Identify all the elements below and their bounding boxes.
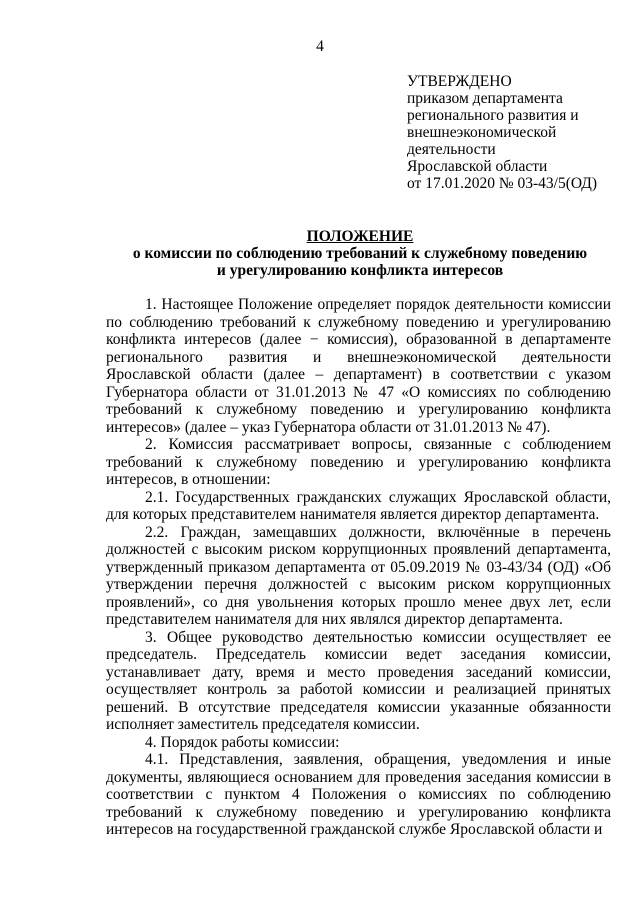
paragraph-2-2: 2.2. Граждан, замещавших должности, включённые в перечень должностей с высоким риском коррупционных проявлений департамента, утвержденный приказом департамента от 05.09.2019 № 03-43/34 (ОД) «Об утверждении перечня должностей с высоким риском коррупционных проявлений», со дня увольнения которых прошло менее двух лет, если представителем нанимателя для них являлся директор департамента. — [106, 523, 611, 628]
paragraph-1: 1. Настоящее Положение определяет порядок деятельности комиссии по соблюдению требований к служебному поведению и урегулированию конфликта интересов (далее − комиссия), образованной в департаменте регионального развития и внешнеэкономической деятельности Ярославской области (далее – департамент) в соответствии с указом Губернатора области от 31.01.2013 № 47 «О комиссиях по соблюдению требований к служебному поведению и урегулированию конфликта интересов» (далее – указ Губернатора области от 31.01.2013 № 47). — [106, 296, 611, 436]
approval-line: деятельности — [407, 141, 496, 158]
approval-line: от 17.01.2020 № 03-43/5(ОД) — [407, 175, 598, 192]
approval-line: Ярославской области — [407, 158, 548, 175]
paragraph-2-1: 2.1. Государственных гражданских служащих Ярославской области, для которых представителем нанимателя является директор департамента. — [106, 488, 611, 523]
approval-line: УТВЕРЖДЕНО — [407, 73, 512, 90]
page-number: 4 — [316, 38, 324, 55]
approval-line: регионального развития и — [407, 107, 579, 124]
document-body — [106, 296, 611, 839]
title-line: и урегулированию конфликта интересов — [216, 262, 504, 279]
approval-stamp — [407, 73, 632, 192]
approval-line: внешнеэкономической — [407, 124, 557, 141]
approval-line: приказом департамента — [407, 90, 563, 107]
paragraph-3: 3. Общее руководство деятельностью комиссии осуществляет ее председатель. Председатель комиссии ведет заседания комиссии, устанавливает дату, время и место проведения заседаний комиссии, осуществляет контроль за работой комиссии и реализацией принятых решений. В отсутствие председателя комиссии указанные обязанности исполняет заместитель председателя комиссии. — [106, 628, 611, 733]
paragraph-4: 4. Порядок работы комиссии: — [145, 733, 340, 751]
paragraph-4-1: 4.1. Представления, заявления, обращения, уведомления и иные документы, являющиеся основанием для проведения заседания комиссии в соответствии с пунктом 4 Положения о комиссиях по соблюдению требований к служебному поведению и урегулированию конфликта интересов на государственной гражданской службе Ярославской области и — [106, 751, 611, 838]
document-title — [90, 228, 630, 279]
title-line: о комиссии по соблюдению требований к служебному поведению — [132, 245, 588, 262]
title-main: ПОЛОЖЕНИЕ — [306, 228, 414, 245]
paragraph-2: 2. Комиссия рассматривает вопросы, связанные с соблюдением требований к служебному поведению и урегулированию конфликта интересов, в отношении: — [106, 436, 611, 488]
